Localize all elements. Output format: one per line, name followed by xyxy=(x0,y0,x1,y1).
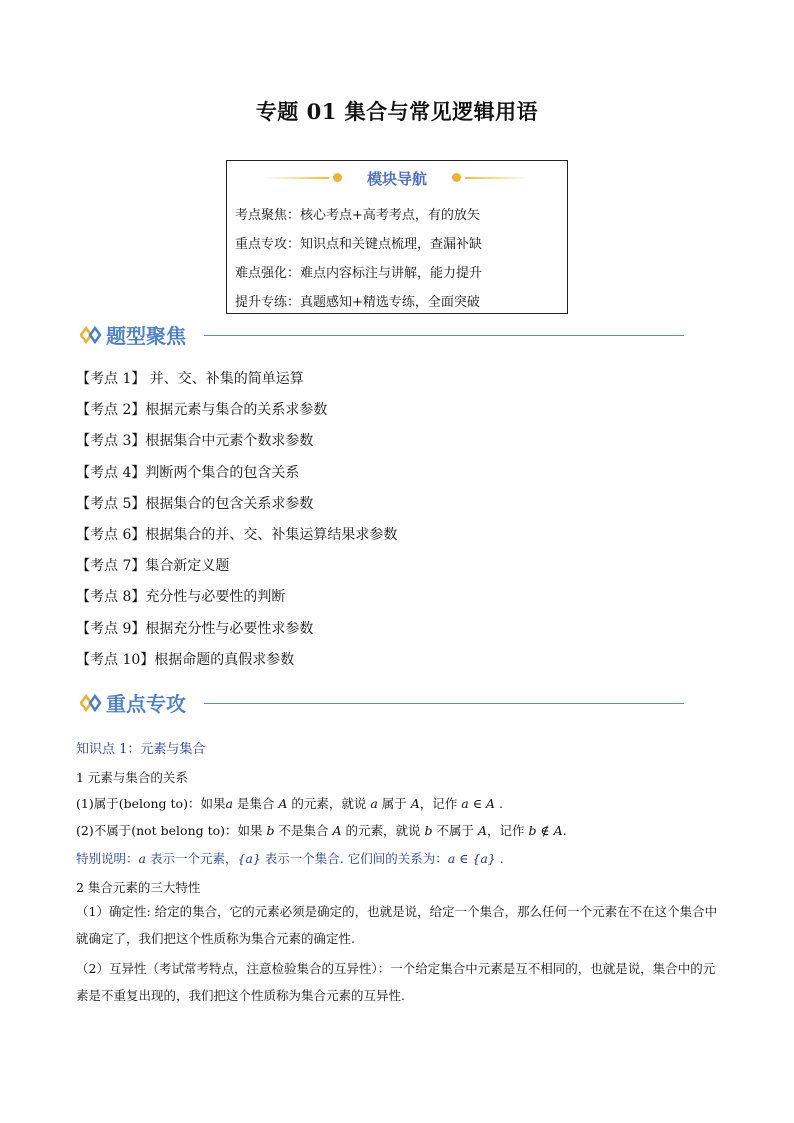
list-item: 【考点 6】根据集合的并、交、补集运算结果求参数 xyxy=(76,527,398,544)
math-expression: a ∈ A xyxy=(461,796,495,811)
module-navigation-title: 模块导航 xyxy=(366,170,427,188)
math-var: a xyxy=(370,796,378,811)
knowledge-point-label: 知识点 1：元素与集合 xyxy=(76,742,206,757)
section-divider xyxy=(204,335,684,336)
text: 表示一个元素， xyxy=(145,851,238,866)
text: 的元素，就说 xyxy=(341,823,425,838)
text: 的元素，就说 xyxy=(287,796,371,811)
text: . xyxy=(494,796,503,811)
list-item: 【考点 3】根据集合中元素个数求参数 xyxy=(76,433,314,450)
text: 不是集合 xyxy=(274,823,333,838)
section-header-question-types xyxy=(80,320,684,350)
list-item: 【考点 7】集合新定义题 xyxy=(76,558,230,575)
section-title: 题型聚焦 xyxy=(106,324,186,348)
list-item: 【考点 4】判断两个集合的包含关系 xyxy=(76,464,300,481)
not-belong-definition xyxy=(76,821,567,839)
exam-point-list xyxy=(76,364,397,676)
text: ，记作 xyxy=(486,823,529,838)
list-item: 【考点 8】充分性与必要性的判断 xyxy=(76,589,286,606)
section-header-key-topics xyxy=(80,688,684,718)
diamond-double-icon xyxy=(80,326,102,344)
section-title: 重点专攻 xyxy=(106,692,186,716)
math-var: A xyxy=(278,796,288,811)
text: 表示一个集合. 它们间的关系为： xyxy=(260,851,448,866)
text: ，记作 xyxy=(419,796,462,811)
nav-item: 重点专攻：知识点和关键点梳理，查漏补缺 xyxy=(235,237,483,252)
list-item: 【考点 5】根据集合的包含关系求参数 xyxy=(76,495,314,512)
list-item: 【考点 2】根据元素与集合的关系求参数 xyxy=(76,402,328,419)
paragraph-distinctness: （2）互异性（考试常考特点，注意检验集合的互异性）：一个给定集合中元素是互不相同的，也就是说，集合中的元素是不重复出现的，我们把这个性质称为集合元素的互异性. xyxy=(76,961,716,1003)
belong-definition xyxy=(76,794,503,812)
paragraph-certainty: （1）确定性: 给定的集合，它的元素必须是确定的，也就是说，给定一个集合，那么任何一个元素在不在这个集合中就确定了，我们把这个性质称为集合元素的确定性. xyxy=(76,904,718,946)
section-divider xyxy=(204,703,684,704)
math-var: A xyxy=(477,823,487,838)
note-label: 特别说明： xyxy=(76,851,139,866)
text: 属于 xyxy=(377,796,411,811)
list-item: 【考点 1】 并、交、补集的简单运算 xyxy=(76,371,304,387)
text: . xyxy=(562,823,567,838)
module-navigation-header xyxy=(227,168,567,188)
math-var: A xyxy=(332,823,342,838)
math-var: b xyxy=(424,823,433,838)
module-navigation-box xyxy=(226,160,568,314)
nav-item: 提升专练：真题感知+精选专练，全面突破 xyxy=(235,295,480,310)
subheading: 2 集合元素的三大特性 xyxy=(76,880,201,895)
math-expression: {a} xyxy=(237,851,261,866)
math-var: a xyxy=(138,851,146,866)
text: 不属于 xyxy=(432,823,478,838)
decorative-dot-right xyxy=(452,173,461,182)
math-var: b xyxy=(266,823,275,838)
math-var: A xyxy=(410,796,420,811)
text: . xyxy=(495,851,504,866)
math-expression: b ∉ A xyxy=(528,823,563,838)
decorative-line-right xyxy=(465,177,531,179)
special-note xyxy=(76,849,504,867)
text: (1)属于(belong to)：如果 xyxy=(76,796,226,811)
module-navigation-list xyxy=(235,201,482,317)
nav-item: 难点强化：难点内容标注与讲解，能力提升 xyxy=(235,266,483,281)
text: (2)不属于(not belong to)：如果 xyxy=(76,823,267,838)
subheading: 1 元素与集合的关系 xyxy=(76,770,188,785)
list-item: 【考点 9】根据充分性与必要性求参数 xyxy=(76,620,314,637)
page-title: 专题 01 集合与常见逻辑用语 xyxy=(255,99,539,124)
list-item: 【考点 10】根据命题的真假求参数 xyxy=(76,651,295,668)
math-expression: a ∈ {a} xyxy=(447,851,496,866)
text: 是集合 xyxy=(232,796,279,811)
math-var: a xyxy=(225,796,233,811)
nav-item: 考点聚焦：核心考点+高考考点，有的放矢 xyxy=(235,208,480,223)
diamond-double-icon xyxy=(80,694,102,712)
